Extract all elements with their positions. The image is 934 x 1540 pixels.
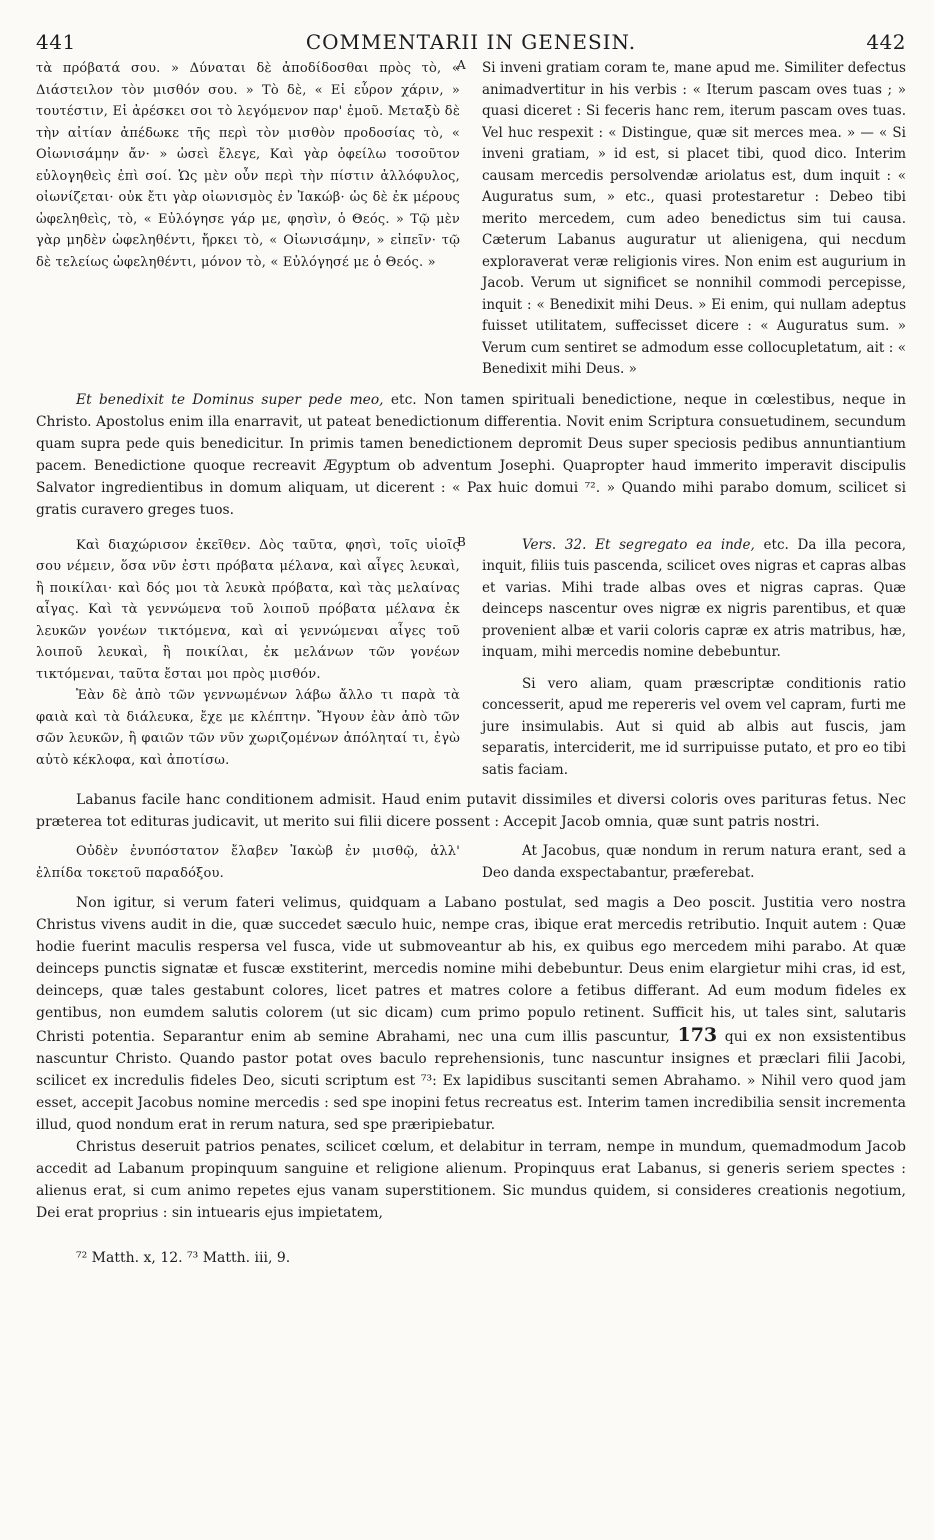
latin-text-a: etc. Da illa pecora, inquit, filiis tuis pascenda, scilicet oves nigras et capras albas et varias. Mihi trade albas oves et nigras capras. Quæ deinceps nascentur oves nigræ ex nigris parentibus, et quæ provenient albæ et varii coloris capræ ex atris matribus, hæ, inquam, mihi mercedis nomine debebuntur.	[482, 536, 906, 660]
greek-column-2	[36, 535, 460, 782]
lemma: Et benedixit te Dominus super pede meo,	[76, 391, 384, 408]
page-number-left: 441	[36, 30, 76, 54]
greek-paragraph-a: Καὶ διαχώρισον ἐκεῖθεν. Δὸς ταῦτα, φησὶ, τοῖς υἱοῖς σου νέμειν, ὅσα νῦν ἐστι πρόβατα μέλανα, καὶ αἶγες λευκαὶ, ἢ ποικίλαι· καὶ δός μοι τὰ λευκὰ πρόβατα, καὶ τὰς μελαίνας αἶγας. Καὶ τὰ γεννώμενα τοῦ λοιποῦ πρόβατα μέλανα ἐκ λευκῶν γονέων τικτόμενα, καὶ αἱ γεννώμεναι αἶγες τοῦ λοιποῦ λευκαὶ, ἢ ποικίλαι, ἐκ μελάνων τῶν γονέων τικτόμεναι, ταῦτα ἔσται μοι πρὸς μισθόν.	[36, 537, 460, 682]
paragraph-benedixit	[36, 389, 906, 521]
page-number-right: 442	[866, 30, 906, 54]
section-3	[36, 841, 906, 884]
page-header	[36, 30, 906, 58]
latin-paragraph-b: Si vero aliam, quam præscriptæ conditionis ratio concesserit, apud me repereris vel ovem vel capram, furti me jure insimulabis. Aut si quid ab albis aut fuscis, jam separatis, interciderit, me id surripuisse putato, et pro eo tibi satis faciam.	[482, 675, 906, 778]
footnotes: ⁷² Matth. x, 12. ⁷³ Matth. iii, 9.	[76, 1250, 291, 1266]
paragraph-non-igitur	[36, 892, 906, 1136]
verse-lemma: Vers. 32. Et segregato ea inde,	[522, 536, 755, 553]
section-1	[36, 58, 906, 381]
column-number: 173	[677, 1024, 718, 1046]
latin-paragraph-a	[482, 535, 906, 664]
greek-column-3: Οὐδὲν ἐνυπόστατον ἔλαβεν Ἰακὼβ ἐν μισθῷ, ἀλλ' ἐλπίδα τοκετοῦ παραδόξου.	[36, 844, 460, 881]
paragraph-labanus: Labanus facile hanc conditionem admisit. Haud enim putavit dissimiles et diversi coloris oves parituras fetus. Nec præterea tot edituras judicavit, ut merito sui filii dicere possent : Accepit Jacob omnia, quæ sunt patris nostri.	[36, 792, 906, 830]
column-marker-a: A	[457, 58, 466, 72]
column-marker-b: B	[457, 534, 466, 549]
paragraph-text-b: qui ex non exsistentibus nascuntur Christo. Quando pastor potat oves baculo reprehensionis, tunc nascuntur insignes et præclari filii Jacobi, scilicet ex incredulis fideles Deo, sicuti scriptum est ⁷³: Ex lapidibus suscitanti semen Abrahamo. » Nihil vero quod jam esset, accepit Jacobus nomine mercedis : sed spe inopini fetus recreatus est. Interim tamen incredibilia sensit incrementa illud, quod nondum erat in rerum natura, sed spe præripiebatur.	[36, 1029, 906, 1133]
paragraph-text-a: Non igitur, si verum fateri velimus, quidquam a Labano postulat, sed magis a Deo poscit. Justitia vero nostra Christus vivens audit in die, quæ succedet sæculo huic, nempe cras, ibique erat mercedis retributio. Inquit autem : Quæ hodie fuerint maculis respersa vel fusca, vide ut submoveantur ab his, ex quibus ego mercedem mihi parabo. At quæ deinceps punctis signatæ et fuscæ exstiterint, mercedis nomine mihi debebuntur. Deus enim elargietur mihi cras, id est, deinceps, quæ tales gestabunt colores, licet patres et matres colore a fetibus differant. Ad eum modum fideles ex gentibus, non eumdem salutis colorem (ut sic dicam) cum primo populo retinent. Sufficit his, ut tales sint, salutaris Christi potentia. Separantur enim ab semine Abrahami, nec una cum illis pascuntur,	[36, 895, 906, 1045]
latin-column-1: Si inveni gratiam coram te, mane apud me. Similiter defectus animadvertitur in his verbis : « Iterum pascam oves tuas ; » quasi diceret : Si feceris hanc rem, iterum pascam oves tuas. Vel huc respexit : « Distingue, quæ sit merces mea. » — « Si inveni gratiam, » id est, si placet tibi, quod dico. Interim causam mercedis persolvendæ ariolatus est, dum inquit : « Auguratus sum, » etc., quasi protestaretur : Debeo tibi merito mercedem, cum adeo benedictus sim tui causa. Cæterum Labanus auguratur ut alienigena, qui necdum exploraverat veræ religionis vires. Non enim est augurium in Jacob. Verum ut significet se nonnihil commodi percepisse, inquit : « Benedixit mihi Deus. » Ei enim, qui nullam adeptus fuisset utilitatem, suffecisset dicere : « Auguratus sum. » Verum cum sentiret se admodum esse collocupletatum, ait : « Benedixit mihi Deus. »	[482, 60, 906, 377]
greek-column-1: τὰ πρόβατά σου. » Δύναται δὲ ἀποδίδοσθαι πρὸς τὸ, « Διάστειλον τὸν μισθόν σου. » Τὸ δὲ, « Εἰ εὗρον χάριν, » τουτέστιν, Εἰ ἀρέσκει σοι τὸ λεγόμενον παρ' ἐμοῦ. Μεταξὺ δὲ τὴν αἰτίαν ἀπέδωκε τῆς περὶ τὸν μισθὸν προδοσίας τὸ, « Οἰωνισάμην ἄν· » ὡσεὶ ἔλεγε, Καὶ γὰρ ὀφείλω τοσοῦτον εὐλογηθεὶς ἐπὶ σοί. Ὡς μὲν οὖν περὶ τὴν πίστιν ἀλλόφυλος, οἰωνίζεται· οὐκ ἔτι γὰρ οἰωνισμὸς ἐν Ἰακώβ· ὡς δὲ ἐκ μέρους ὠφεληθεὶς, τὸ, « Εὐλόγησε γάρ με, φησὶν, ὁ Θεός. » Τῷ μὲν γὰρ μηδὲν ὠφεληθέντι, ἤρκει τὸ, « Οἰωνισάμην, » εἰπεῖν· τῷ δὲ τελείως ὠφεληθέντι, μόνον τὸ, « Εὐλόγησέ με ὁ Θεός. »	[36, 61, 460, 270]
running-title: COMMENTARII IN GENESIN.	[305, 30, 637, 54]
section-2	[36, 535, 906, 782]
greek-paragraph-b: Ἐὰν δὲ ἀπὸ τῶν γεννωμένων λάβω ἄλλο τι παρὰ τὰ φαιὰ καὶ τὰ διάλευκα, ἔχε με κλέπτην. Ἤγουν ἐὰν ἀπὸ τῶν σῶν λευκῶν, ἢ φαιῶν τῶν νῦν χωριζομένων ἀπόληταί τι, ἐγὼ αὐτὸ κέκλοφα, καὶ ἀποτίσω.	[36, 688, 460, 768]
paragraph-text: etc. Non tamen spirituali benedictione, neque in cœlestibus, neque in Christo. Apostolus enim illa enarravit, ut pateat benedictionum differentia. Novit enim Scriptura consuetudinem, secundum quam supra pede quis benedicitur. In primis tamen benedictionem depromit Deus super speciosis pedibus annuntiantium pacem. Benedictione quoque recreavit Ægyptum ob adventum Josephi. Quapropter haud immerito imperavit discipulis Salvator ingredientibus in domum aliquam, ut dicerent : « Pax huic domui ⁷². » Quando mihi parabo domum, scilicet si gratis curavero greges tuos.	[36, 391, 906, 518]
latin-column-3: At Jacobus, quæ nondum in rerum natura erant, sed a Deo danda exspectabantur, præferebat.	[482, 843, 906, 881]
page	[36, 30, 906, 1266]
paragraph-christus: Christus deseruit patrios penates, scilicet cœlum, et delabitur in terram, nempe in mundum, quemadmodum Jacob accedit ad Labanum propinquum sanguine et religione alienum. Propinquus erat Labanus, si generis seriem spectes : alienus erat, si cum animo repetes ejus vanam superstitionem. Sic mundus quidem, si consideres creationis negotium, Dei erat proprius : sin intuearis ejus impietatem,	[36, 1139, 906, 1221]
latin-column-2	[482, 535, 906, 782]
